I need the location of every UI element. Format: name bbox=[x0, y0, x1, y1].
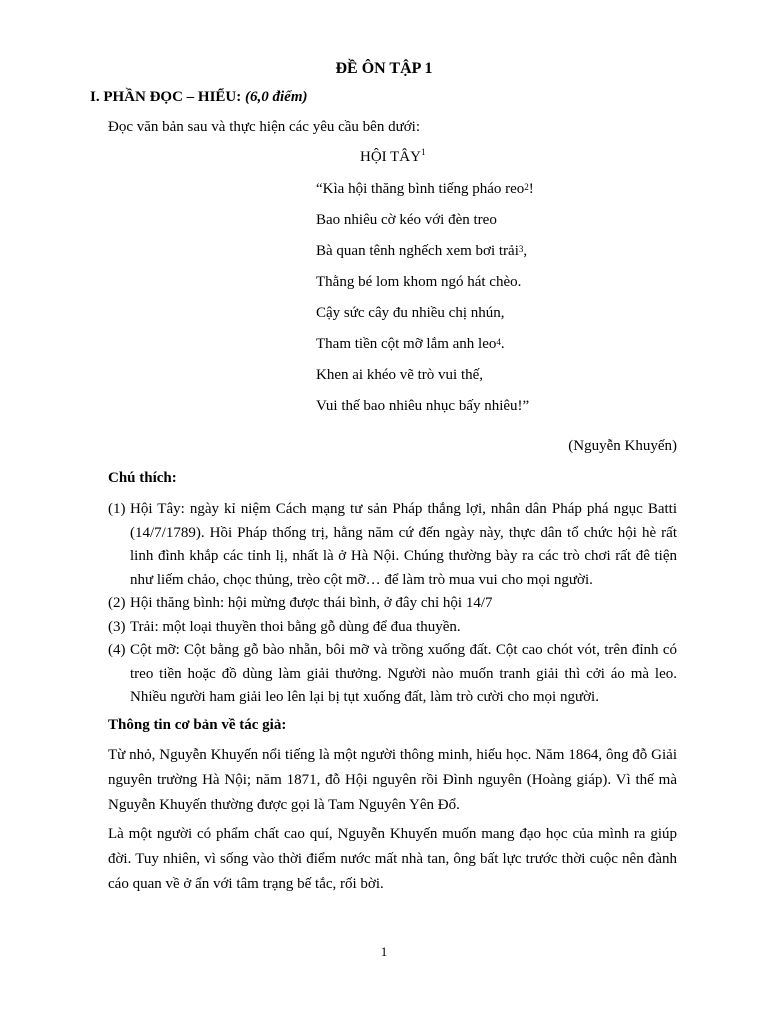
note-item bbox=[108, 616, 677, 640]
poem-title bbox=[360, 149, 425, 166]
poem-author: (Nguyễn Khuyến) bbox=[568, 438, 677, 454]
poem-line-footnote: 2 bbox=[524, 182, 529, 192]
poem-line-text: Bao nhiêu cờ kéo với đèn treo bbox=[316, 212, 497, 228]
poem-line-punct: ! bbox=[528, 181, 534, 197]
poem-line bbox=[316, 364, 534, 395]
note-item bbox=[108, 498, 677, 592]
note-text: Trải: một loại thuyền thoi bằng gỗ dùng để đua thuyền. bbox=[130, 618, 461, 635]
section-heading bbox=[90, 89, 308, 106]
poem-line-footnote: 3 bbox=[518, 244, 524, 254]
note-item bbox=[108, 639, 677, 710]
note-number: (4) bbox=[108, 642, 126, 658]
note-text: Hội Tây: ngày kỉ niệm Cách mạng tư sản Pháp thắng lợi, nhân dân Pháp phá ngục Batti (14/7/1789). Hồi Pháp thống trị, hằng năm cứ đến ngày này, thực dân tổ chức hội hè rất linh đình khắp các tỉnh lị, nhất là ở Hà Nội. Chúng thường bày ra các trò chơi rất đê tiện như liếm chảo, chọc thủng, trèo cột mỡ… để làm trò mua vui cho mọi người. bbox=[130, 501, 677, 588]
notes-list bbox=[108, 498, 677, 710]
note-number: (1) bbox=[108, 501, 126, 517]
poem-line-text: Khen ai khéo vẽ trò vui thế, bbox=[316, 367, 484, 383]
poem-line-text: Tham tiền cột mỡ lắm anh leo bbox=[316, 336, 497, 352]
author-bio-paragraph: Từ nhỏ, Nguyễn Khuyến nổi tiếng là một người thông minh, hiếu học. Năm 1864, ông đỗ Giải nguyên trường Hà Nội; năm 1871, đỗ Hội nguyên rồi Đình nguyên (Hoàng giáp). Vì thế mà Nguyễn Khuyến thường được gọi là Tam Nguyên Yên Đổ. bbox=[108, 747, 677, 813]
poem-line-text: Thằng bé lom khom ngó hát chèo. bbox=[316, 274, 522, 290]
section-heading-label: I. PHẦN ĐỌC – HIỂU: bbox=[90, 89, 242, 105]
poem-line-punct: , bbox=[523, 243, 528, 259]
poem-line bbox=[316, 271, 534, 302]
poem-line bbox=[316, 395, 534, 426]
note-item bbox=[108, 592, 677, 616]
poem-body bbox=[316, 178, 534, 426]
poem-line-footnote: 4 bbox=[496, 337, 501, 347]
poem-line-text: “Kìa hội thăng bình tiếng pháo reo bbox=[316, 181, 525, 197]
poem-line-punct: . bbox=[500, 336, 505, 352]
poem-line bbox=[316, 240, 534, 271]
note-text: Hội thăng bình: hội mừng được thái bình, ở đây chỉ hội 14/7 bbox=[130, 595, 493, 611]
poem-title-text: HỘI TÂY bbox=[360, 149, 421, 165]
poem-line bbox=[316, 209, 534, 240]
poem-line-text: Bà quan tênh nghếch xem bơi trải bbox=[316, 243, 519, 259]
poem-line-text: Cậy sức cây đu nhiều chị nhún, bbox=[316, 305, 505, 321]
poem-line bbox=[316, 302, 534, 333]
section-points: (6,0 điểm) bbox=[245, 89, 308, 105]
author-info-heading: Thông tin cơ bản về tác giả: bbox=[108, 717, 287, 733]
page-title: ĐỀ ÔN TẬP 1 bbox=[335, 60, 433, 77]
page-number: 1 bbox=[380, 944, 388, 959]
poem-line bbox=[316, 178, 534, 209]
intro-instruction: Đọc văn bản sau và thực hiện các yêu cầu bên dưới: bbox=[108, 119, 420, 135]
poem-line bbox=[316, 333, 534, 364]
notes-heading: Chú thích: bbox=[108, 470, 177, 486]
author-bio-paragraph: Là một người có phẩm chất cao quí, Nguyễn Khuyến muốn mang đạo học của mình ra giúp đời. Tuy nhiên, vì sống vào thời điểm nước mất nhà tan, ông bất lực trước thời cuộc nên đành cáo quan về ở ẩn với tâm trạng bế tắc, rối bời. bbox=[108, 826, 677, 892]
note-text: Cột mỡ: Cột bằng gỗ bào nhẵn, bôi mỡ và trồng xuống đất. Cột cao chót vót, trên đỉnh có treo tiền hoặc đồ dùng làm giải thưởng. Người nào muốn tranh giải thì cởi áo mà leo. Nhiều người ham giải leo lên lại bị tụt xuống đất, làm trò cười cho mọi người. bbox=[130, 642, 677, 705]
poem-title-footnote: 1 bbox=[420, 147, 426, 157]
note-number: (3) bbox=[108, 618, 126, 635]
note-number: (2) bbox=[108, 595, 126, 611]
poem-line-text: Vui thế bao nhiêu nhục bấy nhiêu!” bbox=[316, 398, 530, 414]
